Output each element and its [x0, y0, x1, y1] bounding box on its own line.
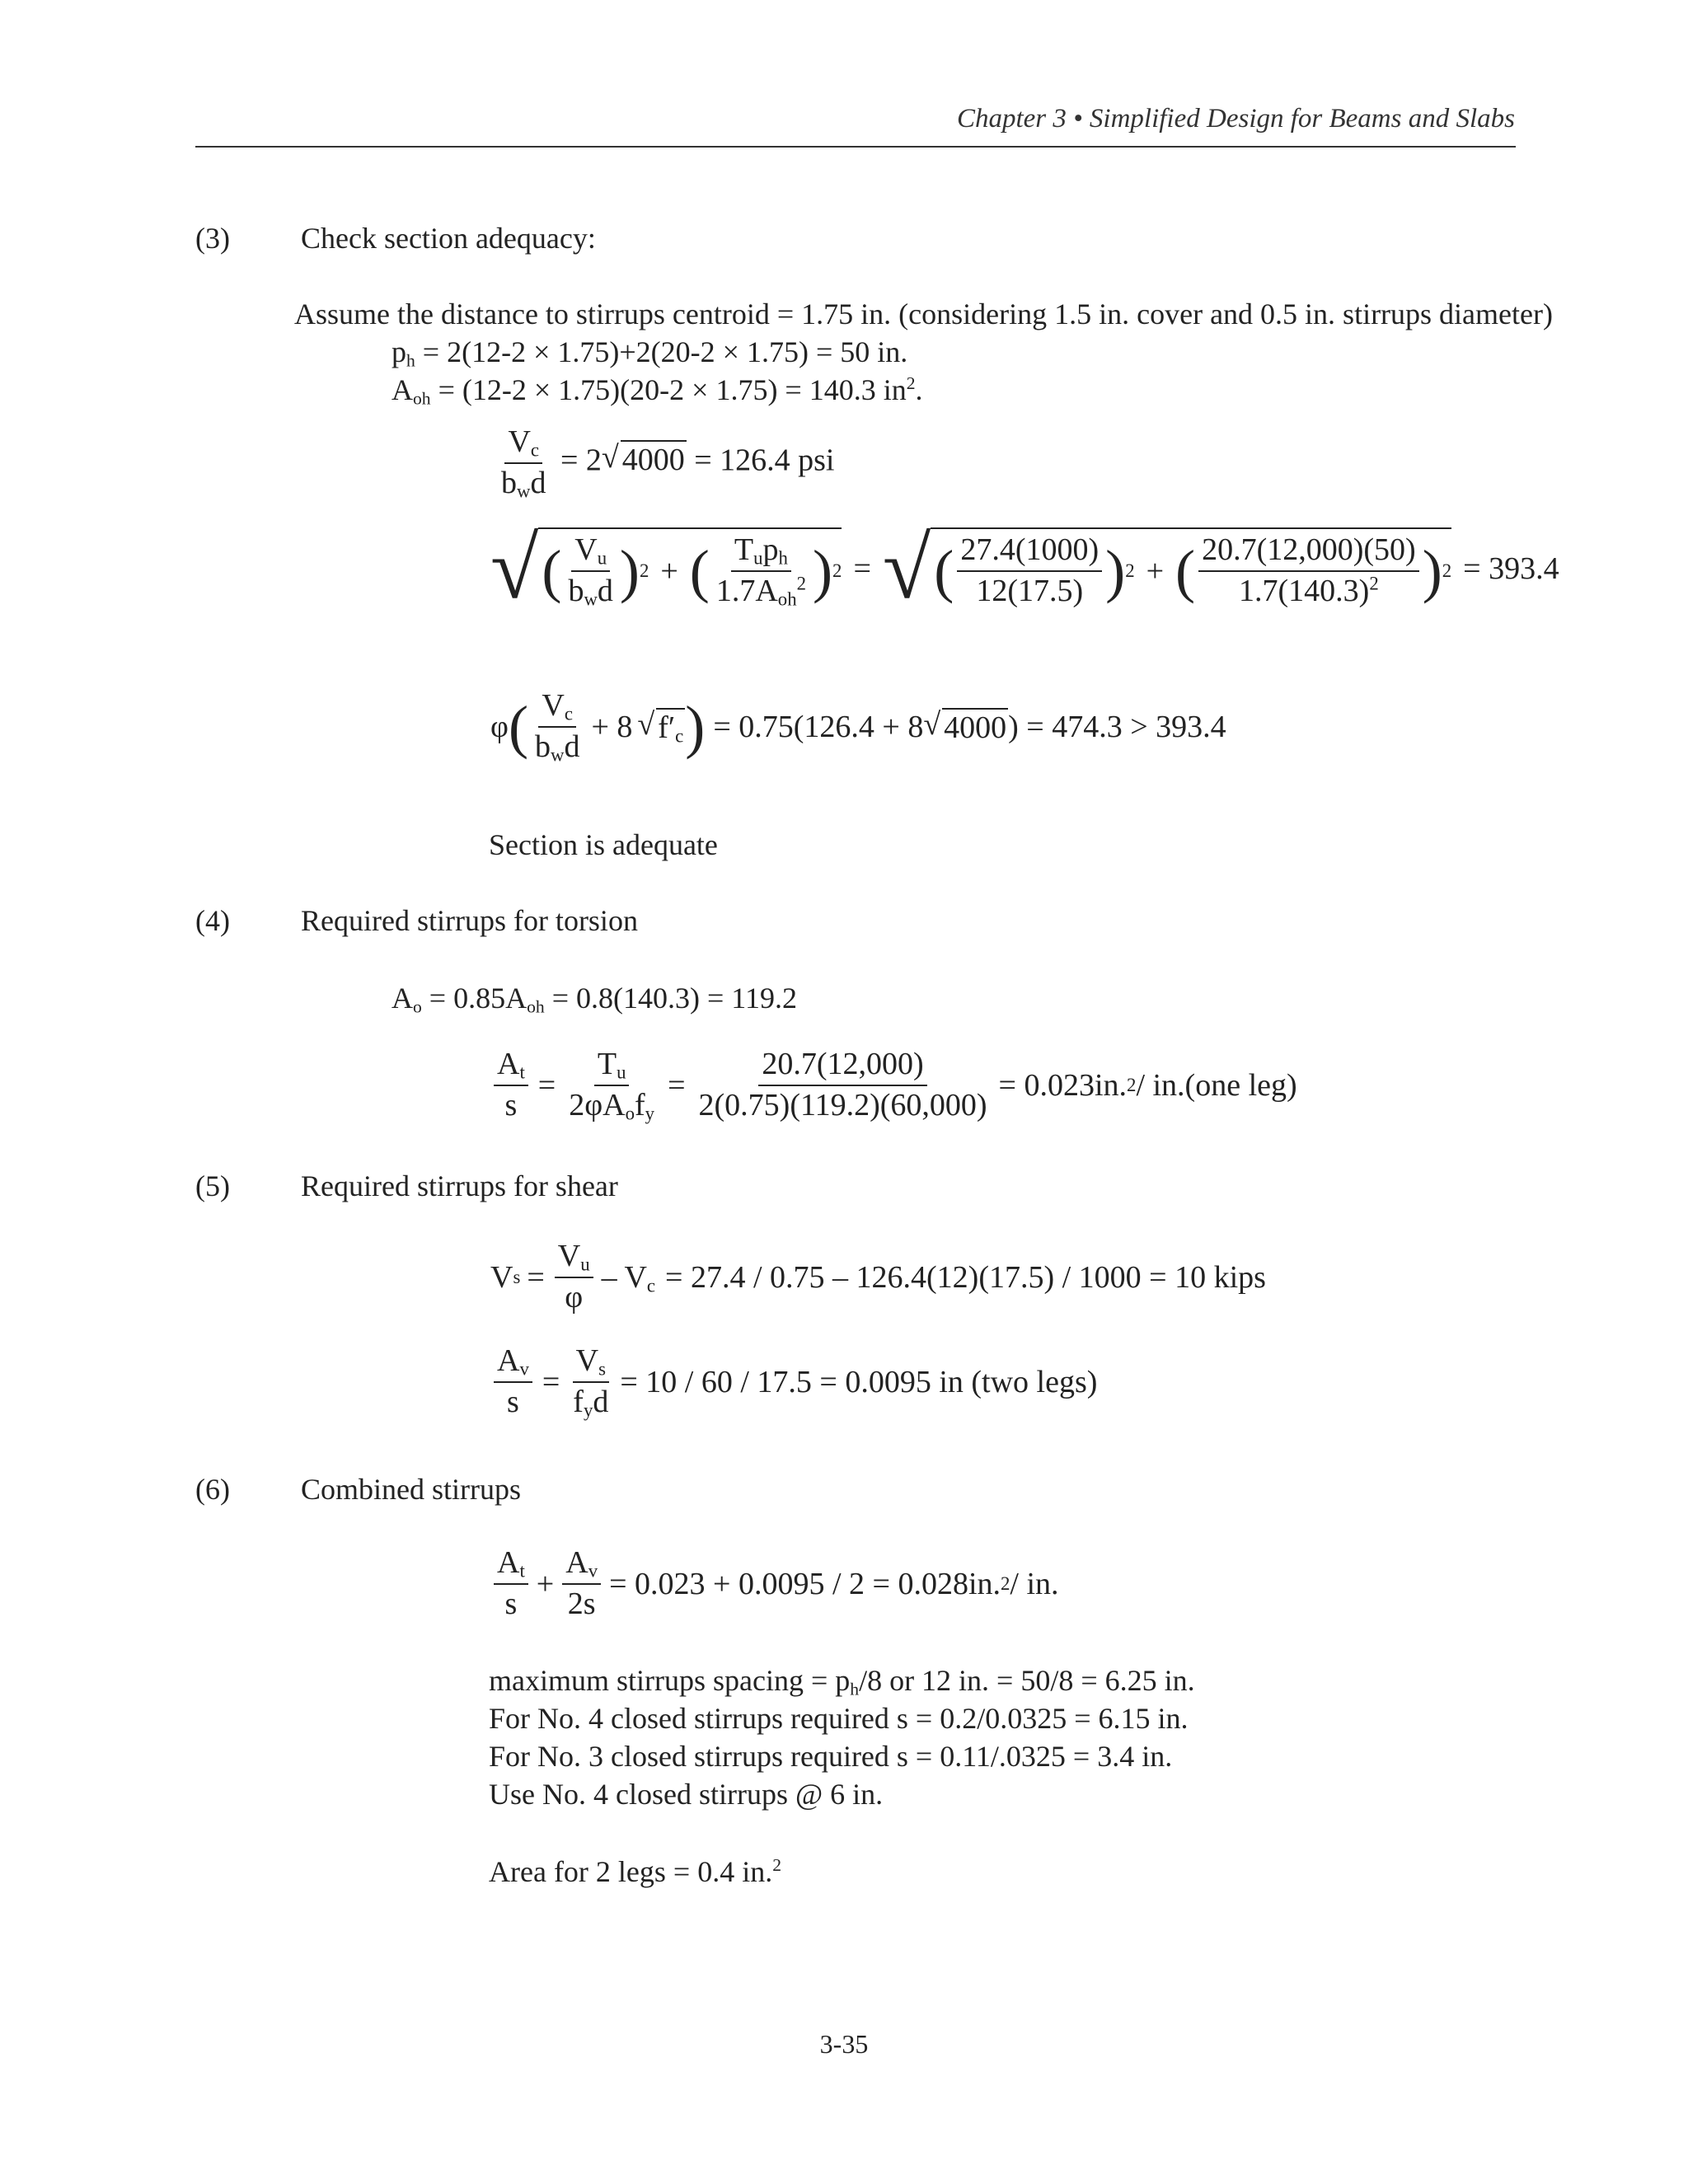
assumption-text: Assume the distance to stirrups centroid = 1.75 in. (considering 1.5 in. cover and 0.5 in. stirrups diameter) [294, 298, 1553, 330]
vc-fraction: $\frac{V_c}{b_wd}$ [501, 424, 546, 502]
combined-equation: $\frac{A_t}{s}$ + $\frac{A_v}{2s}$ = 0.023 + 0.0095 / 2 = 0.028in. 2 / in. [490, 1545, 1059, 1622]
header-rule [195, 146, 1516, 148]
vc-equation: $\frac{V_c}{b_wd}$ = 2√ 4000 = 126.4 psi [495, 424, 834, 501]
step-6-title: Combined stirrups [301, 1473, 521, 1506]
section-adequate-text: Section is adequate [489, 828, 718, 861]
ph-rhs: = 2(12-2 × 1.75)+2(20-2 × 1.75) = 50 in. [415, 335, 908, 368]
area-line: Area for 2 legs = 0.4 in.$^2$ [489, 1855, 782, 1888]
step-5-number: (5) [195, 1169, 230, 1202]
page-number: 3-35 [819, 2029, 869, 2059]
at-equation: $\frac{A_t}{s}$ = $\frac{T_u}{2\varphi A_of_y}$ = $\frac{20.7(12,000)}{2(0.75)(119.2)(60,000)}$ = 0.023in. 2 / in.(one leg) [490, 1047, 1297, 1123]
ao-equation: $A_o = 0.85A_{oh} = 0.8(140.3) = 119.2$ [392, 982, 797, 1017]
av-equation: $\frac{A_v}{s}$ = $\frac{V_s}{f_yd}$ = 10 / 60 / 17.5 = 0.0095 in (two legs) [490, 1343, 1097, 1420]
stress-equation: √ ( $\frac{V_u}{b_wd}$ ) 2 + ( $\frac{T_up_h}{1.7A_{oh}^2}$ ) 2 = √ ( $\frac{27.4(1000)}{12(17.5)}$ ) 2 + ( $\frac{20.7(12,000)(50)}{1.7(140.3)^2}$ ) 2 = 393.4 [490, 519, 1559, 617]
use-no4-line: Use No. 4 closed stirrups @ 6 in. [489, 1778, 884, 1811]
step-6-number: (6) [195, 1473, 230, 1506]
sqrt-4000: √ 4000 [602, 440, 687, 478]
stress-den1: 12(17.5) [976, 573, 1084, 608]
max-spacing-line: maximum stirrups spacing = $p_h/8$ or 12 in. = 50/8 = 6.25 in. [489, 1664, 1195, 1699]
step-3-title: Check section adequacy: [301, 222, 596, 255]
step-3-number: (3) [195, 222, 230, 255]
capacity-equation: φ ( $\frac{V_c}{b_wd}$ + 8 √ $f'_c$ ) = 0.75(126.4 + 8 √ 4000 ) = 474.3 > 393.4 [490, 688, 1226, 765]
step-5-title: Required stirrups for shear [301, 1169, 618, 1202]
at-den: 2(0.75)(119.2)(60,000) [698, 1087, 987, 1122]
running-header: Chapter 3 • Simplified Design for Beams and Slabs [956, 104, 1515, 134]
stress-den2: 1.7(140.3) [1239, 573, 1370, 608]
vs-equation: V s = $\frac{V_u}{\varphi}$ – $V_c$ = 27.4 / 0.75 – 126.4(12)(17.5) / 1000 = 10 kips [490, 1239, 1266, 1315]
stress-result: = 393.4 [1463, 551, 1559, 586]
at-num: 20.7(12,000) [758, 1047, 926, 1086]
stress-num1: 27.4(1000) [957, 532, 1102, 572]
no3-line: For No. 3 closed stirrups required s = 0.11/.0325 = 3.4 in. [489, 1740, 1173, 1773]
ph-equation: $p_h = 2(12-2 \times 1.75)+2(20-2 \times 1.75) = 50$ in. [392, 335, 908, 371]
no4-line: For No. 4 closed stirrups required s = 0.2/0.0325 = 6.15 in. [489, 1702, 1189, 1735]
aoh-equation: $A_{oh} = (12-2 \times 1.75)(20-2 \times 1.75) = 140.3$ $in^2$. [392, 373, 923, 409]
step-4-number: (4) [195, 904, 230, 937]
step-4-title: Required stirrups for torsion [301, 904, 638, 937]
stress-num2: 20.7(12,000)(50) [1198, 532, 1419, 572]
aoh-rhs: = (12-2 × 1.75)(20-2 × 1.75) = 140.3 in [430, 373, 907, 406]
